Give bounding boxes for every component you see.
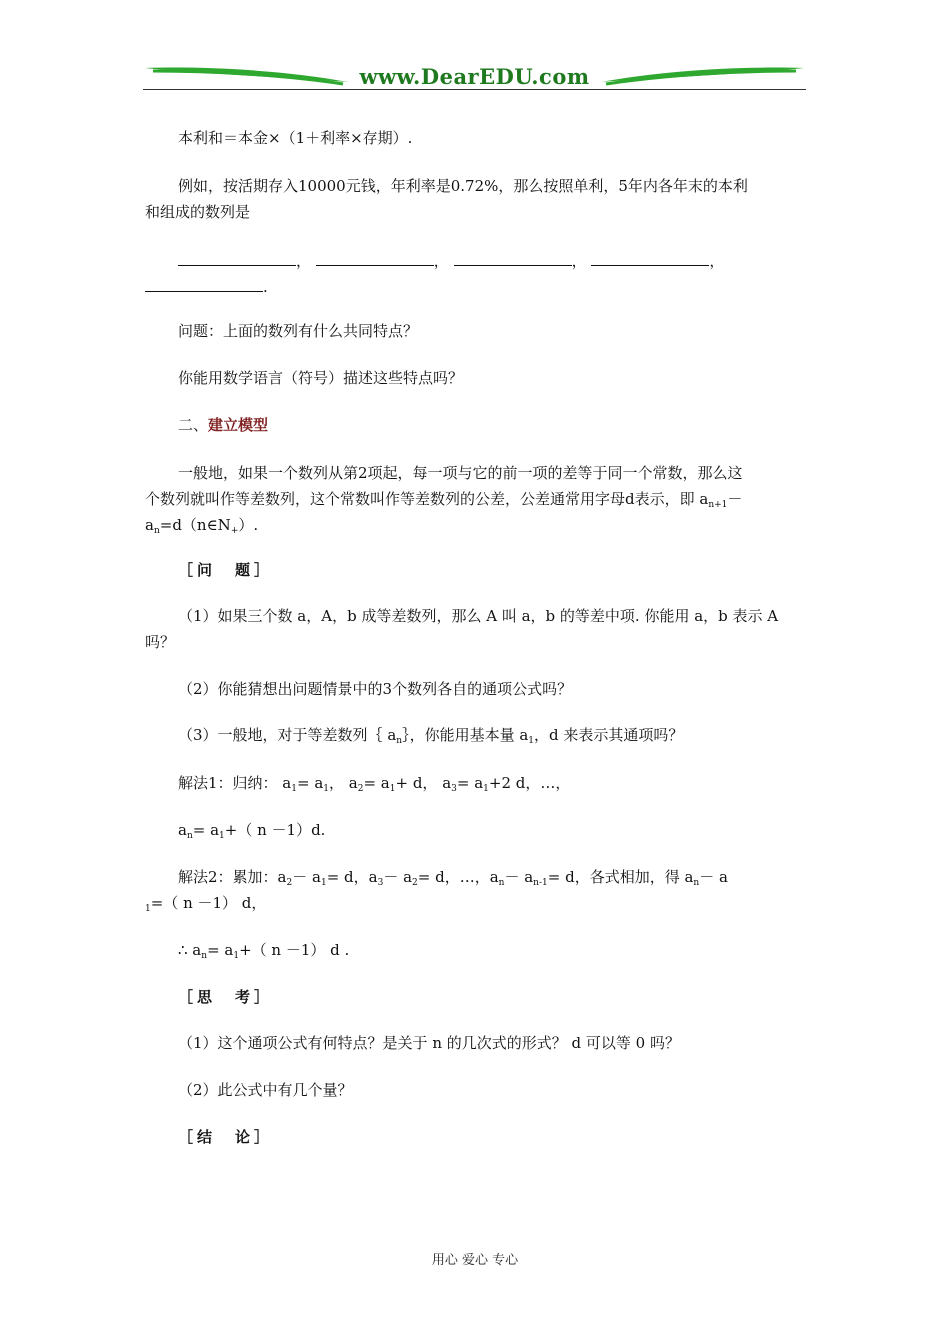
solution-1-line1: 解法1：归纳： $a_1= a_1$， $a_2= a_1+ d$， $a_3= a_1+2$ d，…， (178, 774, 571, 794)
solution-conclusion: ∴ $a_n= a_1+$（ n －1） d . (178, 941, 350, 961)
definition-line1: 一般地，如果一个数列从第2项起，每一项与它的前一项的差等于同一个常数，那么这 (178, 464, 743, 482)
solution-2-line1: 解法2：累加：$a_2- a_1= d$，$a_3- a_2= d$，…，$a_n- a_{n-1}= d$，各式相加，得 $a_n- a$ (178, 868, 728, 888)
conclusion-heading: ［结 论］ (178, 1128, 274, 1146)
site-logo-text: www.DearEDU.com (359, 64, 590, 89)
paragraph-example-line2: 和组成的数列是 (145, 203, 251, 221)
question-common-features: 问题：上面的数列有什么共同特点？ (178, 322, 419, 340)
answer-blank-2[interactable] (316, 250, 434, 266)
solution-2-line2: $_1$=（ n －1） d， (145, 894, 267, 914)
definition-line3: $a_n=d(n\in N_+)$. (145, 516, 259, 536)
answer-blanks-row2: . (145, 274, 813, 300)
think-question-2: （2）此公式中有几个量？ (178, 1081, 353, 1099)
definition-line2: 个数列就叫作等差数列，这个常数叫作等差数列的公差，公差通常用字母d表示，即 $a_{n+1}-$ (145, 490, 743, 510)
problem-heading: ［问 题］ (178, 561, 274, 579)
problem-1-line2: 吗？ (145, 633, 176, 651)
green-swoosh-right-icon (596, 62, 806, 92)
answer-blank-1[interactable] (178, 250, 296, 266)
answer-blank-5[interactable] (145, 276, 263, 292)
header-divider (143, 89, 806, 90)
question-math-language: 你能用数学语言（符号）描述这些特点吗？ (178, 369, 464, 387)
answer-blanks-row1: ， ， ， ， (178, 248, 813, 274)
problem-2: （2）你能猜想出问题情景中的3个数列各自的通项公式吗？ (178, 680, 573, 698)
problem-3: （3）一般地，对于等差数列｛ $a_n\}$，你能用基本量 $a_1$，d 来表示其通项吗？ (178, 726, 684, 746)
answer-blank-4[interactable] (591, 250, 709, 266)
solution-1-line2: $a_n= a_1+$（ n －1）d. (178, 821, 326, 841)
problem-1-line1: （1）如果三个数 a，A，b 成等差数列，那么 A 叫 a，b 的等差中项. 你能用 a，b 表示 A (178, 607, 779, 625)
site-header (143, 62, 806, 92)
section-heading-build-model: 二、建立模型 (178, 416, 269, 434)
answer-blank-3[interactable] (454, 250, 572, 266)
paragraph-interest-formula: 本利和＝本金×（1＋利率×存期）. (178, 129, 413, 147)
think-heading: ［思 考］ (178, 988, 274, 1006)
paragraph-example-line1: 例如，按活期存入10000元钱，年利率是0.72%，那么按照单利，5年内各年末的本利 (178, 177, 748, 195)
page-footer: 用心 爱心 专心 (431, 1253, 519, 1268)
think-question-1: （1）这个通项公式有何特点？是关于 n 的几次式的形式？ d 可以等 0 吗？ (178, 1034, 680, 1052)
section-title: 建立模型 (208, 416, 269, 434)
